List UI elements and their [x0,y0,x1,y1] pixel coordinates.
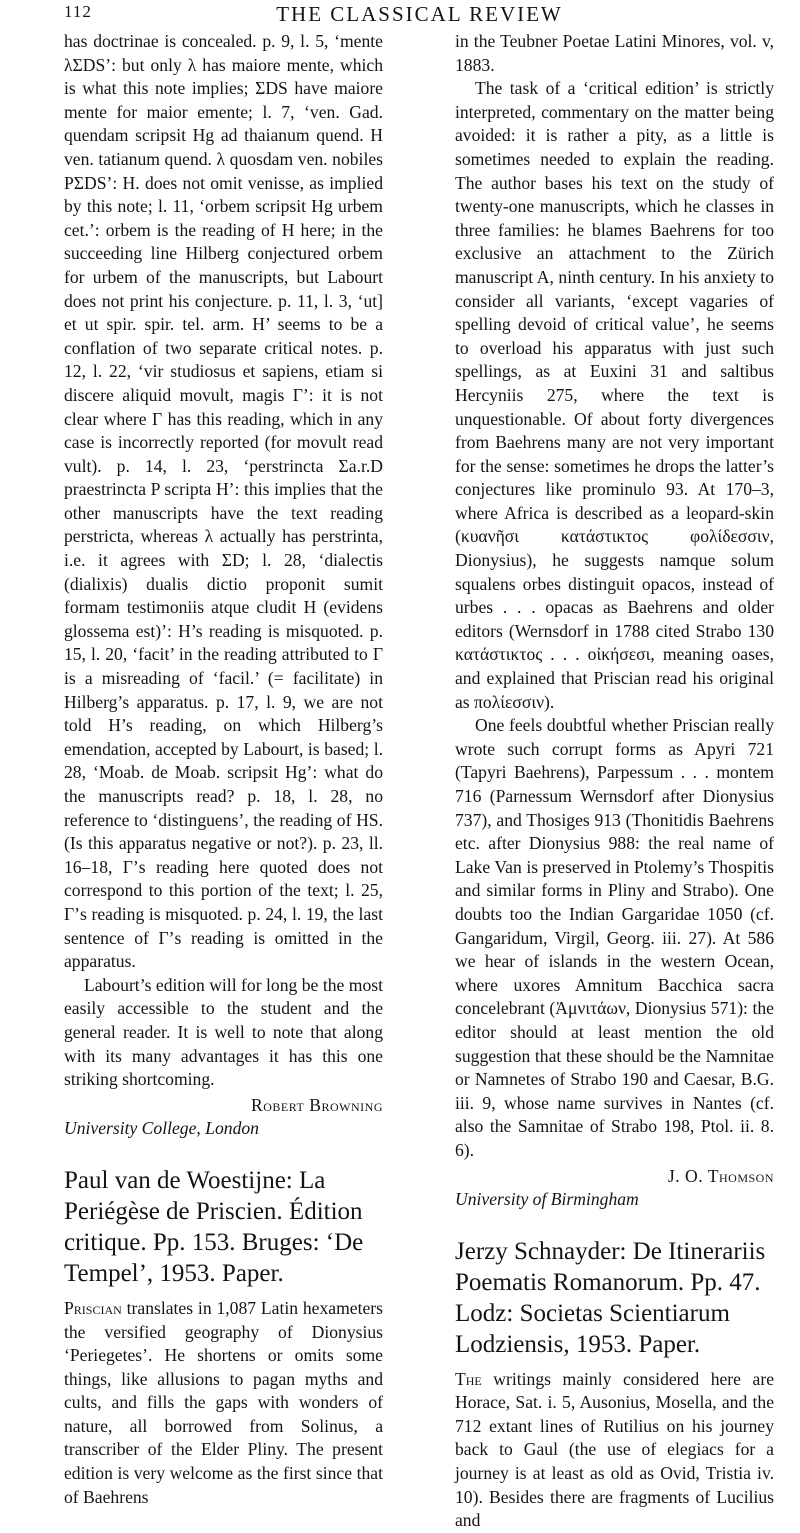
review-lead-word: Priscian [64,1297,122,1318]
review-continuation-line: in the Teubner Poetae Latini Minores, vol. v, 1883. [455,31,774,75]
page-number: 112 [64,2,92,21]
journal-title: THE CLASSICAL REVIEW [276,2,563,26]
review-opening-paragraph [455,1368,774,1533]
review-body-paragraph: The task of a ‘critical edition’ is strictly interpreted, commentary on the matter being avoided: it is rather a pity, as a little is sometimes needed to explain the reading. The author bases his text on the study of twenty-one manuscripts, which he classes in three families: he blames Baehrens for too exclusive an attachment to the Zürich manuscript A, ninth century. In his anxiety to consider all variants, ‘except vagaries of spelling devoid of critical value’, he seems to overload his apparatus with just such spellings, as at Euxini 31 and saltibus Hercyniis 275, where the text is unquestionable. Of about forty divergences from Baehrens many are not very important for the sense: sometimes he drops the latter’s conjectures like prominulo 93. At 170–3, where Africa is described as a leopard-skin (κυανῆσι κατάστικτος φολίδεσσιν, Dionysius), he suggests namque solum squalens orbes distinguit opacos, instead of urbes . . . opacas as Baehrens and older editors (Wernsdorf in 1788 cited Strabo 130 κατάστικτος . . . οἰκήσεσι, meaning oases, and explained that Priscian read his original as πολίεσσιν). [455,78,774,712]
review-notes-continuation: has doctrinae is concealed. p. 9, l. 5, ‘mente λΣDS’: but only λ has maiore mente, which is what this note implies; ΣDS have maiore mente for maior emente; l. 7, ‘ven. Gad. quendam scripsit Hg ad thaianum quend. H ven. tatianum quend. λ quosdam ven. nobiles PΣDS’: H. does not omit venisse, as implied by this note; l. 11, ‘orbem scripsit Hg urbem cet.’: orbem is the reading of H here; in the succeeding line Hilberg conjectured orbem for urbem of the manuscripts, but Labourt does not print his conjecture. p. 11, l. 3, ‘ut] et ut spir. spir. tel. arm. H’ seems to be a conflation of two separate critical notes. p. 12, l. 22, ‘vir studiosus et sapiens, etiam si discere aliquid movult, magis Γ’: it is not clear where Γ has this reading, which in any case is incorrectly reported (for movult read vult). p. 14, l. 23, ‘perstrincta Σa.r.D praestrincta P scripta H’: this implies that the other manuscripts have the text reading perstricta, whereas λ actually has perstrinta, i.e. it agrees with ΣD; l. 28, ‘dialectis (dialixis) dualis dictio proponit sumit formam testimoniis atque cludit H (evidens glossema est)’: H’s reading is misquoted. p. 15, l. 20, ‘facit’ in the reading attributed to Γ is a misreading of ‘facil.’ (= facilitate) in Hilberg’s apparatus. p. 17, l. 9, we are not told H’s reading, on which Hilberg’s emendation, accepted by Labourt, is based; l. 28, ‘Moab. de Moab. scripsit Hg’: what do the manuscripts read? p. 18, l. 28, no reference to ‘distinguens’, the reading of HS. (Is this apparatus negative or not?). p. 23, ll. 16–18, Γ’s reading here quoted does not correspond to this portion of the text; l. 25, Γ’s reading is misquoted. p. 24, l. 19, the last sentence of Γ’s reading is omitted in the apparatus. [64,31,383,972]
review-opening-paragraph [64,1297,383,1509]
reviewer-institution: University College, London [64,1118,259,1139]
reviewer-institution: University of Birmingham [455,1189,639,1210]
page-header [64,2,775,24]
review-opening-text: writings mainly considered here are Horace, Sat. i. 5, Ausonius, Mosella, and the 712 extant lines of Rutilius on his journey back to Gaul (the use of elegiacs for a journey is at least as old as Ovid, Tristia iv. 10). Besides there are fragments of Lucilius and [455,1368,774,1531]
review-body-paragraph: One feels doubtful whether Priscian really wrote such corrupt forms as Apyri 721 (Tapyri Baehrens), Parpessum . . . montem 716 (Parnessum Wernsdorf after Dionysius 737), and Thosiges 913 (Thonitidis Baehrens etc. after Dionysius 988: the real name of Lake Van is preserved in Ptolemy’s Thospitis and similar forms in Pliny and Strabo). One doubts too the Indian Gargaridae 1050 (cf. Gangaridum, Virgil, Georg. iii. 27). At 586 we hear of islands in the western Ocean, where uxores Amnitum Bacchica sacra concelebrant (Ἀμνιτάων, Dionysius 571): the editor should at least mention the old suggestion that these should be the Namnitae or Namnetes of Strabo 190 and Caesar, B.G. iii. 9, whose name survives in Nantes (cf. also the Samnitae of Strabo 198, Ptol. ii. 8. 6). [455,715,774,1160]
right-column [455,30,774,1533]
reviewer-name: Robert Browning [251,1094,383,1115]
review-heading: Paul van de Woestijne: La Periégèse de Priscien. Édition critique. Pp. 153. Bruges: ‘De Tempel’, 1953. Paper. [64,1166,364,1287]
review-heading: Jerzy Schnayder: De Itinerariis Poematis Romanorum. Pp. 47. Lodz: Societas Scientiarum Lodziensis, 1953. Paper. [455,1237,766,1358]
review-opening-text: translates in 1,087 Latin hexameters the versified geography of Dionysius ‘Periegetes’. He shortens or omits some things, like allusions to pagan myths and cults, and fills the gaps with wonders of nature, all borrowed from Solinus, a transcriber of the Elder Pliny. The present edition is very welcome as the first since that of Baehrens [64,1297,383,1507]
review-lead-word: The [455,1368,482,1389]
reviewer-name: J. O. Thomson [667,1165,774,1186]
review-closing-paragraph: Labourt’s edition will for long be the most easily accessible to the student and the general reader. It is well to note that along with its many advantages it has this one striking shortcoming. [64,974,383,1090]
left-column [64,30,383,1509]
